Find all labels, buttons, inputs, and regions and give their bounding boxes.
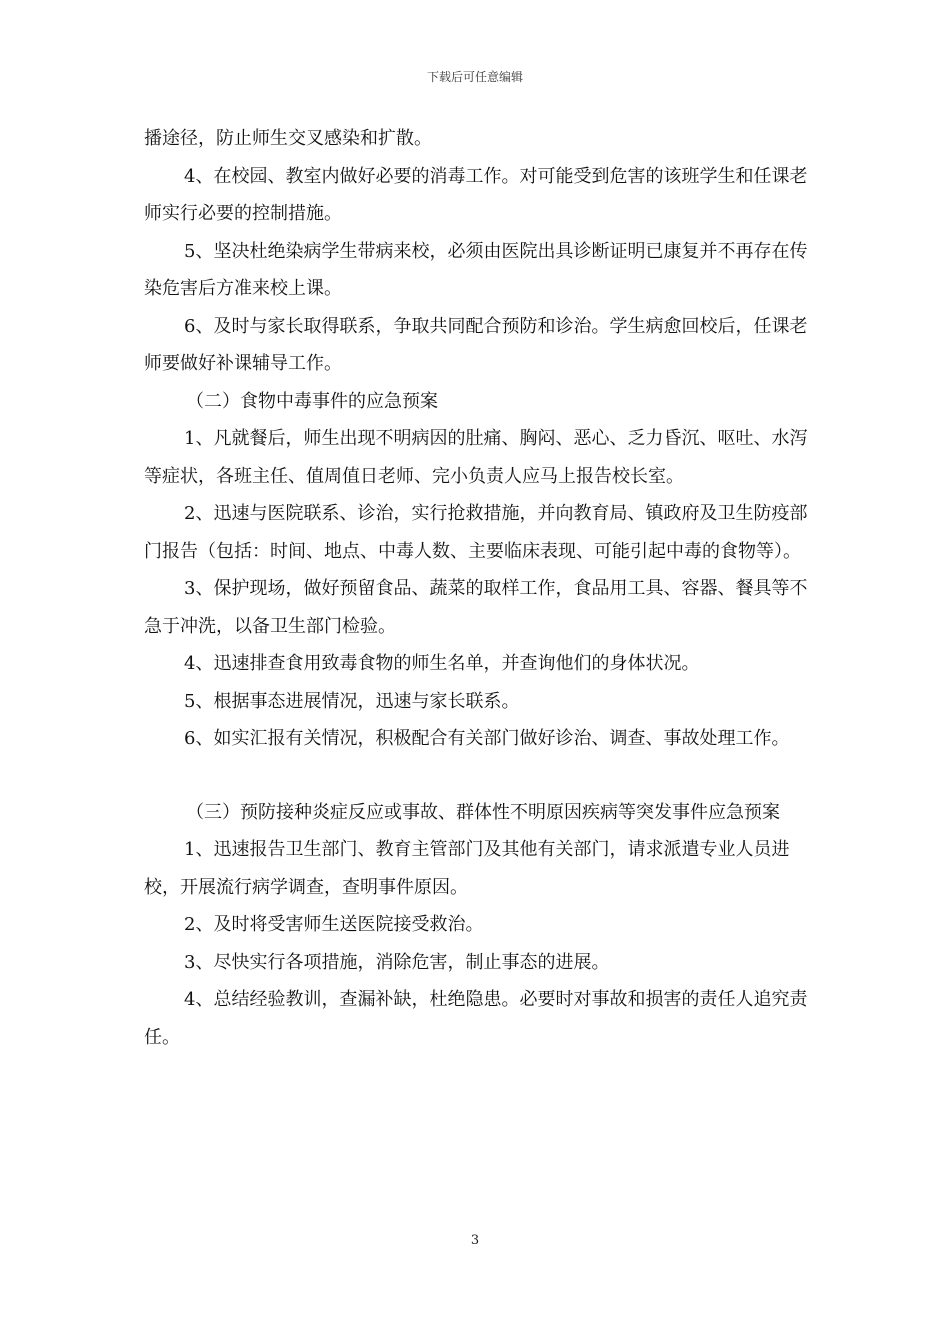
paragraph-item: 2、及时将受害师生送医院接受救治。 — [184, 914, 484, 935]
paragraph-item: 5、坚决杜绝染病学生带病来校，必须由医院出具诊断证明已康复并不再存在传染危害后方准来校上课。 — [144, 240, 808, 299]
paragraph-item: 1、凡就餐后，师生出现不明病因的肚痛、胸闷、恶心、乏力昏沉、呕吐、水泻等症状，各班主任、值周值日老师、完小负责人应马上报告校长室。 — [144, 428, 808, 487]
paragraph-item: 6、如实汇报有关情况，积极配合有关部门做好诊治、调查、事故处理工作。 — [184, 728, 790, 749]
paragraph-item: 5、根据事态进展情况，迅速与家长联系。 — [184, 690, 520, 712]
paragraph-item: 4、在校园、教室内做好必要的消毒工作。对可能受到危害的该班学生和任课老师实行必要的控制措施。 — [144, 165, 808, 224]
page-header: 下载后可任意编辑 — [426, 70, 523, 84]
paragraph-item: 4、总结经验教训，查漏补缺，杜绝隐患。必要时对事故和损害的责任人追究责任。 — [144, 989, 808, 1048]
document-body — [144, 120, 810, 1056]
paragraph-item: 4、迅速排查食用致毒食物的师生名单，并查询他们的身体状况。 — [184, 653, 700, 674]
paragraph-continuation: 播途径，防止师生交叉感染和扩散。 — [144, 128, 432, 149]
section-heading: （二）食物中毒事件的应急预案 — [186, 390, 438, 412]
page-number: 3 — [470, 1233, 480, 1248]
paragraph-item: 1、迅速报告卫生部门、教育主管部门及其他有关部门，请求派遣专业人员进校，开展流行病学调查，查明事件原因。 — [144, 839, 790, 898]
paragraph-item: 2、迅速与医院联系、诊治，实行抢救措施，并向教育局、镇政府及卫生防疫部门报告（包括：时间、地点、中毒人数、主要临床表现、可能引起中毒的食物等）。 — [144, 503, 808, 562]
paragraph-item: 3、保护现场，做好预留食品、蔬菜的取样工作，食品用工具、容器、餐具等不急于冲洗，以备卫生部门检验。 — [144, 578, 808, 637]
paragraph-item: 6、及时与家长取得联系，争取共同配合预防和诊治。学生病愈回校后，任课老师要做好补课辅导工作。 — [144, 315, 808, 374]
section-heading: （三）预防接种炎症反应或事故、群体性不明原因疾病等突发事件应急预案 — [186, 801, 780, 823]
paragraph-item: 3、尽快实行各项措施，消除危害，制止事态的进展。 — [184, 951, 610, 973]
